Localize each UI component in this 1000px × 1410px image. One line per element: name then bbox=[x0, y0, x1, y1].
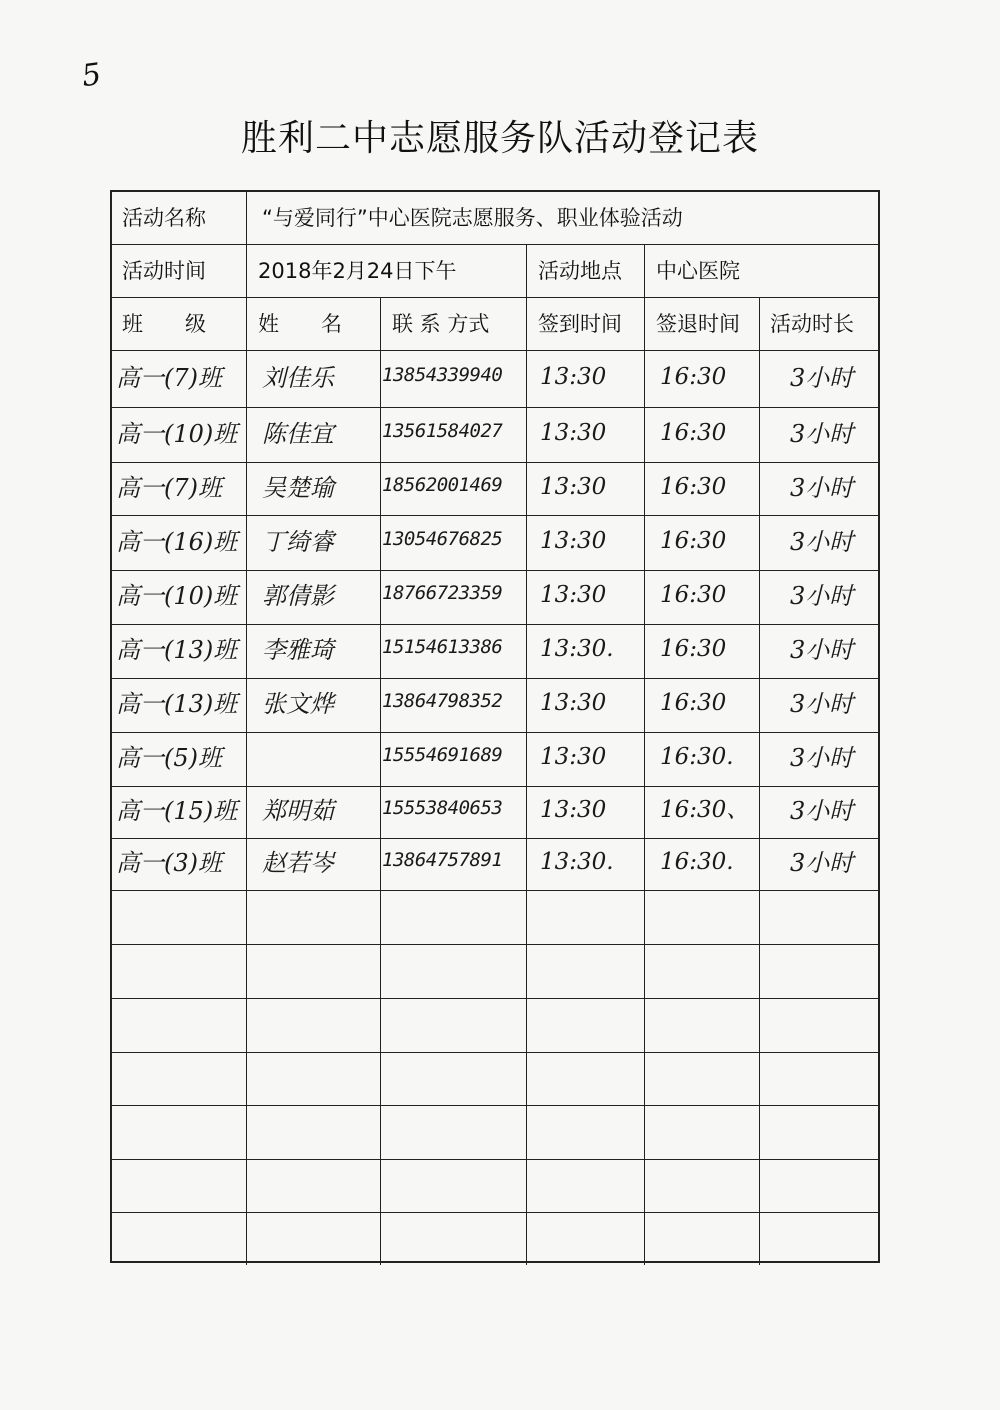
row-7-sign-in: 13:30 bbox=[540, 690, 607, 716]
row-7-class: 高一(13)班 bbox=[116, 690, 238, 718]
form-title: 胜利二中志愿服务队活动登记表 bbox=[240, 118, 759, 159]
row-3-phone: 18562001469 bbox=[382, 474, 503, 496]
activity-name-value: “与爱同行”中心医院志愿服务、职业体验活动 bbox=[262, 206, 683, 230]
row-10-duration: 3小时 bbox=[790, 849, 854, 877]
row-3-name: 吴楚瑜 bbox=[262, 474, 334, 502]
row-5-phone: 18766723359 bbox=[382, 582, 503, 604]
column-header-sign-out: 签退时间 bbox=[656, 312, 740, 336]
row-7-name: 张文烨 bbox=[262, 690, 334, 718]
row-9-duration: 3小时 bbox=[790, 797, 854, 825]
row-3-duration: 3小时 bbox=[790, 474, 854, 502]
row-6-phone: 15154613386 bbox=[382, 636, 503, 658]
activity-time-label: 活动时间 bbox=[122, 259, 206, 283]
row-4-sign-in: 13:30 bbox=[540, 528, 607, 554]
row-1-phone: 13854339940 bbox=[382, 364, 503, 386]
registration-table bbox=[110, 190, 880, 1263]
row-5-sign-in: 13:30 bbox=[540, 582, 607, 608]
row-10-sign-in: 13:30. bbox=[540, 849, 614, 875]
column-header-contact: 联 系 方式 bbox=[392, 312, 490, 336]
row-2-phone: 13561584027 bbox=[382, 420, 503, 442]
row-5-name: 郭倩影 bbox=[262, 582, 334, 610]
column-header-name: 姓 名 bbox=[258, 312, 342, 336]
row-1-sign-in: 13:30 bbox=[540, 364, 607, 390]
row-4-name: 丁绮睿 bbox=[262, 528, 334, 556]
column-header-sign-in: 签到时间 bbox=[538, 312, 622, 336]
row-6-class: 高一(13)班 bbox=[116, 636, 238, 664]
row-1-sign-out: 16:30 bbox=[660, 364, 727, 390]
row-9-class: 高一(15)班 bbox=[116, 797, 238, 825]
row-4-sign-out: 16:30 bbox=[660, 528, 727, 554]
row-6-sign-out: 16:30 bbox=[660, 636, 727, 662]
activity-location-label: 活动地点 bbox=[538, 259, 622, 283]
row-9-phone: 15553840653 bbox=[382, 797, 503, 819]
row-5-sign-out: 16:30 bbox=[660, 582, 727, 608]
row-1-duration: 3小时 bbox=[790, 364, 854, 392]
row-7-phone: 13864798352 bbox=[382, 690, 503, 712]
row-10-sign-out: 16:30. bbox=[660, 849, 734, 875]
column-header-duration: 活动时长 bbox=[770, 312, 854, 336]
row-2-class: 高一(10)班 bbox=[116, 420, 238, 448]
row-1-class: 高一(7)班 bbox=[116, 364, 222, 392]
row-10-class: 高一(3)班 bbox=[116, 849, 222, 877]
row-8-class: 高一(5)班 bbox=[116, 744, 222, 772]
row-9-sign-in: 13:30 bbox=[540, 797, 607, 823]
row-10-name: 赵若岑 bbox=[262, 849, 334, 877]
row-2-name: 陈佳宜 bbox=[262, 420, 334, 448]
row-8-sign-in: 13:30 bbox=[540, 744, 607, 770]
row-3-sign-out: 16:30 bbox=[660, 474, 727, 500]
row-8-sign-out: 16:30. bbox=[660, 744, 734, 770]
row-2-sign-in: 13:30 bbox=[540, 420, 607, 446]
row-4-class: 高一(16)班 bbox=[116, 528, 238, 556]
row-9-name: 郑明茹 bbox=[262, 797, 334, 825]
row-2-duration: 3小时 bbox=[790, 420, 854, 448]
row-1-name: 刘佳乐 bbox=[262, 364, 334, 392]
row-5-duration: 3小时 bbox=[790, 582, 854, 610]
activity-name-label: 活动名称 bbox=[122, 206, 206, 230]
row-4-phone: 13054676825 bbox=[382, 528, 503, 550]
row-7-sign-out: 16:30 bbox=[660, 690, 727, 716]
row-6-name: 李雅琦 bbox=[262, 636, 334, 664]
column-header-class: 班 级 bbox=[122, 312, 206, 336]
row-6-sign-in: 13:30. bbox=[540, 636, 614, 662]
row-4-duration: 3小时 bbox=[790, 528, 854, 556]
row-6-duration: 3小时 bbox=[790, 636, 854, 664]
row-7-duration: 3小时 bbox=[790, 690, 854, 718]
row-10-phone: 13864757891 bbox=[382, 849, 503, 871]
row-5-class: 高一(10)班 bbox=[116, 582, 238, 610]
row-3-sign-in: 13:30 bbox=[540, 474, 607, 500]
row-3-class: 高一(7)班 bbox=[116, 474, 222, 502]
row-8-phone: 15554691689 bbox=[382, 744, 503, 766]
row-9-sign-out: 16:30、 bbox=[660, 797, 750, 823]
activity-time-value: 2018年2月24日下午 bbox=[258, 259, 457, 283]
activity-location-value: 中心医院 bbox=[656, 259, 740, 283]
page-number-mark: 5 bbox=[79, 56, 104, 95]
row-2-sign-out: 16:30 bbox=[660, 420, 727, 446]
row-8-duration: 3小时 bbox=[790, 744, 854, 772]
